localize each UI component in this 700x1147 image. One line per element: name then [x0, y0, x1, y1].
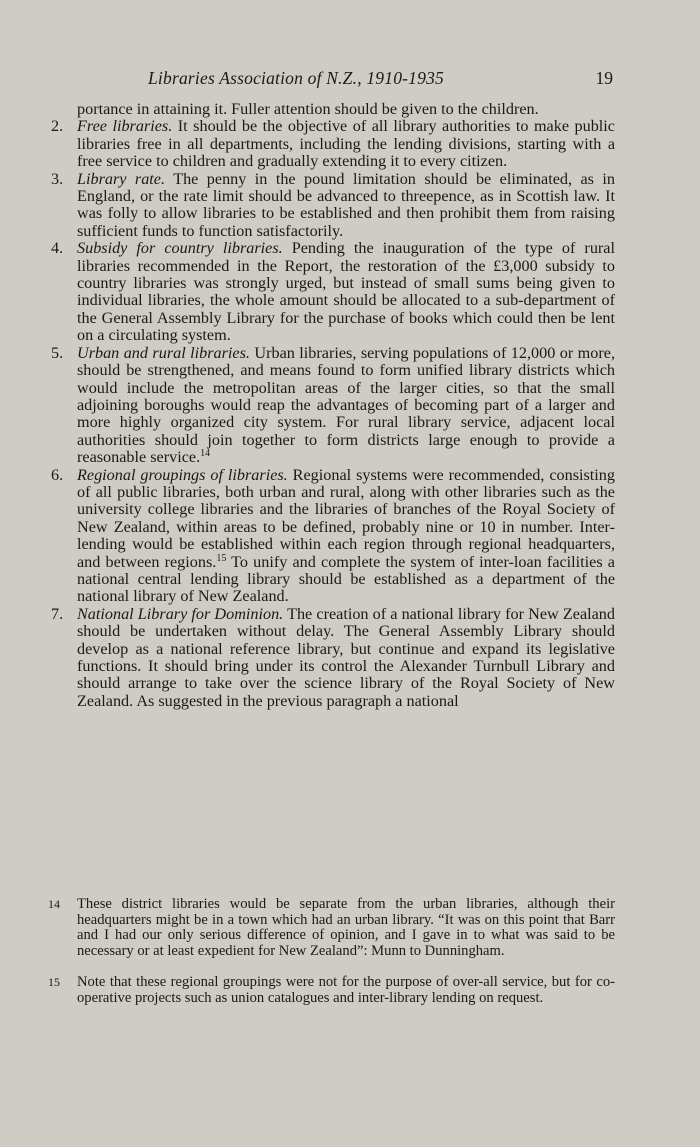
list-item-text: The creation of a national library for New Zealand should be undertaken without delay. The General Assembly Library should develop as a national reference library, but continue and expand its legislative functions. It should bring under its control the Alexander Turnbull Library and should arrange to take over the science library of the Royal Society of New Zealand. As suggested in the previous paragraph a national — [77, 604, 615, 710]
footnote-ref-15[interactable]: 15 — [216, 552, 227, 564]
list-item-text: Urban libraries, serving populations of 12,000 or more, should be strengthened, and means found to form unified library districts which would include the metropolitan areas of the larger cities, so that the small adjoining boroughs would reap the advantages of becoming part of a larger and more highly organized city system. For rural library service, adjacent local authorities should join together to form districts large enough to provide a reasonable service. — [77, 343, 615, 467]
page-number: 19 — [595, 68, 613, 88]
running-head — [78, 68, 613, 92]
list-item-5 — [45, 345, 615, 467]
footnote-15 — [45, 975, 615, 1007]
footnote-number: 15 — [48, 974, 60, 989]
footnote-14 — [45, 897, 615, 961]
list-item-4 — [45, 240, 615, 344]
list-item-text: Pending the inauguration of the type of rural libraries recommended in the Report, the restoration of the £3,000 subsidy to country libraries was strongly urged, but instead of small sums being given to individual libraries, the whole amount should be allocated to a sub-department of the General Assembly Library for the purchase of books which could then be lent on a circulating system. — [77, 239, 615, 345]
list-item-label: Regional groupings of libraries. — [77, 465, 288, 484]
list-item-number: 7. — [51, 604, 64, 623]
list-item-7 — [45, 606, 615, 710]
list-item-number: 4. — [51, 239, 64, 258]
list-item-label: Library rate. — [77, 169, 166, 188]
list-item-6 — [45, 467, 615, 606]
footnote-text: These district libraries would be separate from the urban libraries, although their headquarters might be in a town which had an urban library. “It was on this point that Barr and I had our only serious difference of opinion, and I gave in to what was said to be necessary or at least expedient for New Zealand”: Munn to Dunningham. — [77, 895, 615, 960]
continuation-paragraph: portance in attaining it. Fuller attention should be given to the children. — [77, 100, 539, 118]
list-item-number: 2. — [51, 117, 64, 136]
list-item-label: Subsidy for country libraries. — [77, 239, 283, 258]
list-item-label: National Library for Dominion. — [77, 604, 284, 623]
list-item-text: It should be the objective of all library authorities to make public libraries free in all departments, including the lending divisions, starting with a free service to children and gradually extending it to every citizen. — [77, 117, 615, 171]
list-item-number: 5. — [51, 343, 64, 362]
list-item-3 — [45, 171, 615, 241]
list-item-label: Free libraries. — [77, 117, 173, 136]
list-item-text: The penny in the pound limitation should be eliminated, as in England, or the rate limit should be advanced to threepence, as in Scottish law. It was folly to allow libraries to be established and then prohibit them from raising sufficient funds to function satisfactorily. — [77, 169, 615, 240]
footnotes — [45, 882, 615, 1007]
footnote-text: Note that these regional groupings were not for the purpose of over-all service, but for co-operative projects such as union catalogues and inter-library lending on request. — [77, 973, 615, 1006]
list-item-text-after: To unify and complete the system of inter-loan facilities a national central lending library should be established as a department of the national library of New Zealand. — [77, 552, 615, 606]
list-item-number: 6. — [51, 465, 64, 484]
body-text — [45, 101, 615, 710]
list-item-2 — [45, 118, 615, 170]
running-head-title: Libraries Association of N.Z., 1910-1935 — [148, 68, 444, 88]
list-item-number: 3. — [51, 169, 64, 188]
footnote-ref-14[interactable]: 14 — [200, 448, 211, 460]
list-item-label: Urban and rural libraries. — [77, 343, 250, 362]
footnote-number: 14 — [48, 896, 60, 911]
list-item-text: Regional systems were recommended, consisting of all public libraries, both urban and rural, along with other libraries such as the university college libraries and the libraries of branches of the Royal Society of New Zealand, within areas to be defined, probably nine or 10 in number. Inter-lending would be established within each region through regional headquarters, and between regions. — [77, 465, 615, 571]
